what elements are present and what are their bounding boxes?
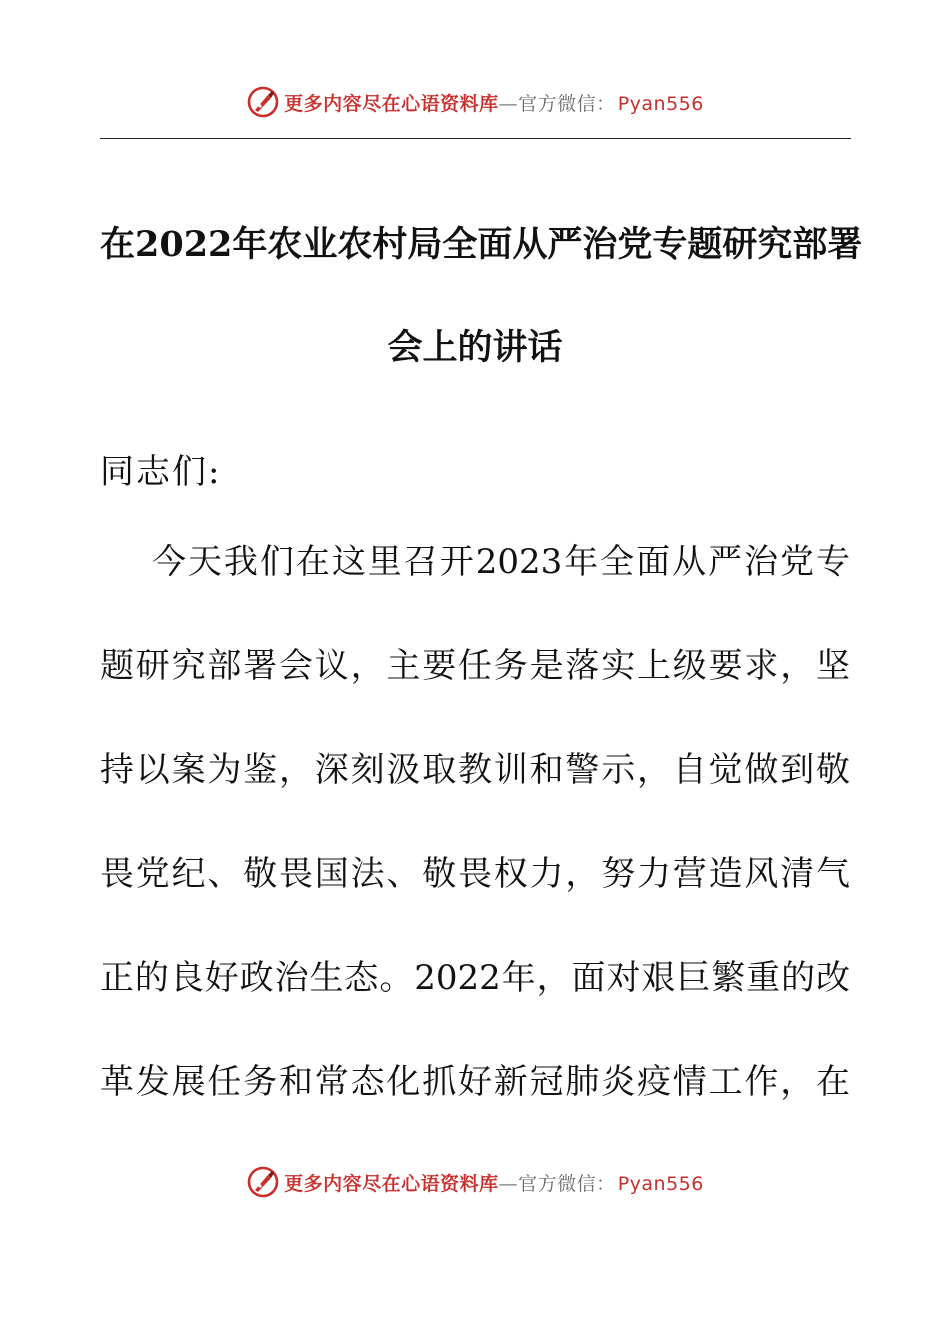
body-line: 正的良好政治生态。2022年，面对艰巨繁重的改	[100, 958, 850, 998]
banner-wechat-id: Pyan556	[617, 92, 704, 115]
banner-dash: —	[498, 1172, 519, 1195]
pen-nib-logo-icon	[246, 1165, 280, 1199]
body-line: 畏党纪、敬畏国法、敬畏权力，努力营造风清气	[100, 854, 850, 894]
pen-nib-logo-icon	[246, 85, 280, 119]
footer-banner	[0, 1162, 950, 1202]
banner-brand: 更多内容尽在心语资料库	[284, 92, 499, 115]
banner-brand: 更多内容尽在心语资料库	[284, 1172, 499, 1195]
body-line: 题研究部署会议，主要任务是落实上级要求，坚	[100, 646, 850, 686]
page-title-line-2: 会上的讲话	[387, 327, 563, 368]
banner-wechat-id: Pyan556	[617, 1172, 704, 1195]
banner-text	[284, 1169, 704, 1196]
banner-dash: —	[498, 92, 519, 115]
banner-wechat-label: 官方微信：	[518, 92, 616, 115]
page-title-line-1: 在2022年农业农村局全面从严治党专题研究部署	[100, 224, 863, 265]
header-divider	[100, 138, 851, 139]
body-line: 今天我们在这里召开2023年全面从严治党专	[152, 542, 850, 582]
salutation: 同志们:	[100, 452, 222, 492]
banner-text	[284, 89, 704, 116]
banner-wechat-label: 官方微信：	[518, 1172, 616, 1195]
body-line: 持以案为鉴，深刻汲取教训和警示，自觉做到敬	[100, 750, 850, 790]
header-banner	[0, 82, 950, 122]
body-line: 革发展任务和常态化抓好新冠肺炎疫情工作，在	[100, 1062, 850, 1102]
